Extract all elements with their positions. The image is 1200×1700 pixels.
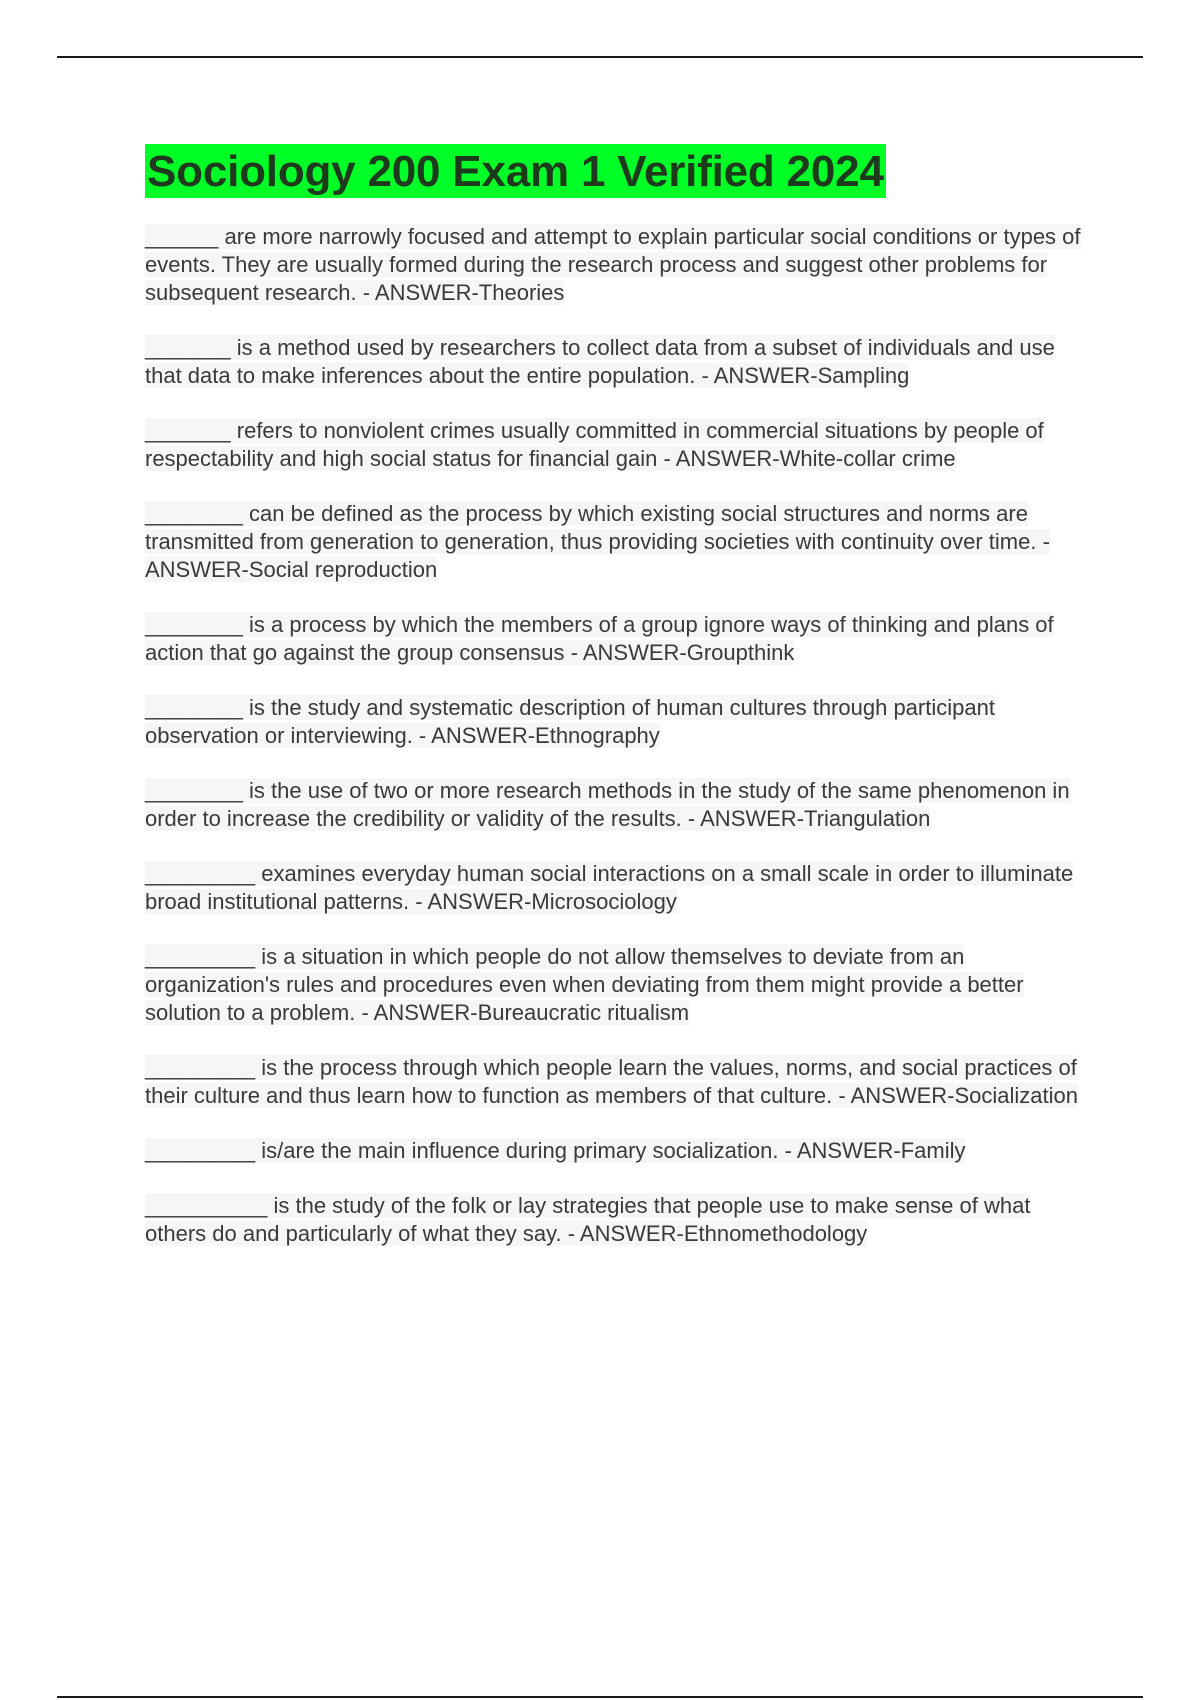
qa-item: _______ is a method used by researchers to collect data from a subset of individuals and use that data to make inferences about the entire population. - ANSWER-Sampling [145,335,1055,388]
qa-item: _________ is/are the main influence during primary socialization. - ANSWER-Family [145,1138,966,1163]
page-title: Sociology 200 Exam 1 Verified 2024 [145,144,886,198]
qa-item: _________ examines everyday human social interactions on a small scale in order to illuminate broad institutional patterns. - ANSWER-Microsociology [145,861,1074,914]
qa-list [145,223,1090,1248]
qa-item: _________ is a situation in which people do not allow themselves to deviate from an organization's rules and procedures even when deviating from them might provide a better solution to a problem. - ANSWER-Bureaucratic ritualism [145,944,1024,1025]
document-body [145,144,1090,1275]
qa-item: ______ are more narrowly focused and attempt to explain particular social conditions or types of events. They are usually formed during the research process and suggest other problems for subsequent research. - ANSWER-Theories [145,224,1081,305]
bottom-rule [57,1696,1143,1698]
qa-item: _________ is the process through which people learn the values, norms, and social practices of their culture and thus learn how to function as members of that culture. - ANSWER-Socialization [145,1055,1078,1108]
top-rule [57,56,1143,58]
qa-item: _______ refers to nonviolent crimes usually committed in commercial situations by people of respectability and high social status for financial gain - ANSWER-White-collar crime [145,418,1044,471]
qa-item: ________ is a process by which the members of a group ignore ways of thinking and plans of action that go against the group consensus - ANSWER-Groupthink [145,612,1054,665]
qa-item: ________ can be defined as the process by which existing social structures and norms are transmitted from generation to generation, thus providing societies with continuity over time. - ANSWER-Social reproduction [145,501,1050,582]
qa-item: __________ is the study of the folk or lay strategies that people use to make sense of what others do and particularly of what they say. - ANSWER-Ethnomethodology [145,1193,1031,1246]
qa-item: ________ is the use of two or more research methods in the study of the same phenomenon in order to increase the credibility or validity of the results. - ANSWER-Triangulation [145,778,1070,831]
qa-item: ________ is the study and systematic description of human cultures through participant observation or interviewing. - ANSWER-Ethnography [145,695,995,748]
